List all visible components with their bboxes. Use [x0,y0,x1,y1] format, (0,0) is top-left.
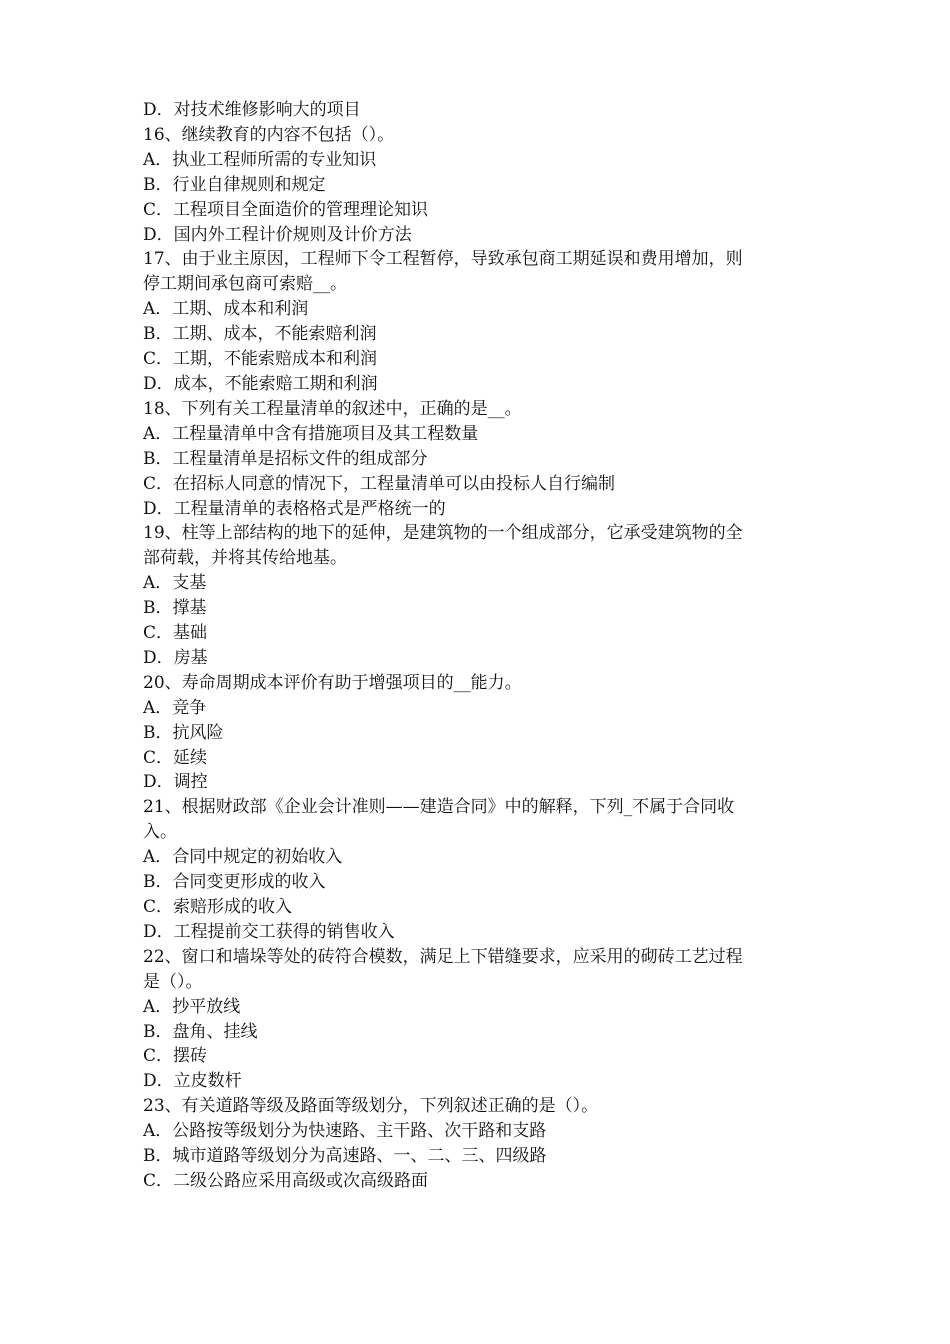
option-line: C．工程项目全面造价的管理理论知识 [143,199,429,220]
option-line: A．公路按等级划分为快速路、主干路、次干路和支路 [143,1121,547,1142]
option-line: C．工期，不能索赔成本和利润 [143,349,378,370]
option-line: D．房基 [143,647,208,668]
option-line: D．立皮数杆 [143,1071,242,1092]
question-line: 17、由于业主原因，工程师下令工程暂停，导致承包商工期延误和费用增加，则 [143,249,743,270]
option-line: A．工程量清单中含有措施项目及其工程数量 [143,423,479,444]
option-line: C．索赔形成的收入 [143,897,293,917]
option-line: D．国内外工程计价规则及计价方法 [143,224,412,245]
question-line: 22、窗口和墙垛等处的砖符合模数，满足上下错缝要求，应采用的砌砖工艺过程 [143,946,743,967]
option-line: A．合同中规定的初始收入 [143,847,343,868]
option-line: B．行业自律规则和规定 [143,174,326,195]
option-line: D．工程量清单的表格格式是严格统一的 [143,498,446,519]
option-line: D．对技术维修影响大的项目 [143,100,361,120]
option-line: B．工程量清单是招标文件的组成部分 [143,448,428,469]
option-line: B．撑基 [143,598,207,619]
document-body [143,98,823,1194]
option-line: C．基础 [143,623,208,644]
question-line: 19、柱等上部结构的地下的延伸，是建筑物的一个组成部分，它承受建筑物的全 [143,523,743,544]
question-continuation-line: 是（）。 [143,971,203,992]
option-line: C．二级公路应采用高级或次高级路面 [143,1170,429,1191]
option-line: B．工期、成本，不能索赔利润 [143,324,377,345]
option-line: A．支基 [143,573,207,594]
question-continuation-line: 停工期间承包商可索赔__。 [143,274,347,295]
option-line: B．城市道路等级划分为高速路、一、二、三、四级路 [143,1146,547,1167]
option-line: B．抗风险 [143,722,224,743]
question-line: 16、继续教育的内容不包括（）。 [143,124,395,145]
option-line: A．执业工程师所需的专业知识 [143,149,377,170]
option-line: A．竞争 [143,697,207,718]
option-line: D．成本，不能索赔工期和利润 [143,373,378,394]
option-line: C．在招标人同意的情况下，工程量清单可以由投标人自行编制 [143,473,616,494]
option-line: A．工期、成本和利润 [143,299,309,320]
question-continuation-line: 入。 [143,822,177,843]
option-line: B．合同变更形成的收入 [143,872,326,893]
option-line: C．摆砖 [143,1046,208,1067]
question-line: 20、寿命周期成本评价有助于增强项目的__能力。 [143,672,522,693]
option-line: C．延续 [143,747,208,768]
option-line: D．工程提前交工获得的销售收入 [143,921,395,942]
option-line: B．盘角、挂线 [143,1021,258,1042]
question-line: 18、下列有关工程量清单的叙述中，正确的是__。 [143,398,522,419]
option-line: A．抄平放线 [143,996,241,1017]
question-line: 21、根据财政部《企业会计准则——建造合同》中的解释，下列_不属于合同收 [143,797,735,818]
question-continuation-line: 部荷载，并将其传给地基。 [143,548,347,569]
option-line: D．调控 [143,772,208,793]
question-line: 23、有关道路等级及路面等级划分，下列叙述正确的是（）。 [143,1096,599,1117]
